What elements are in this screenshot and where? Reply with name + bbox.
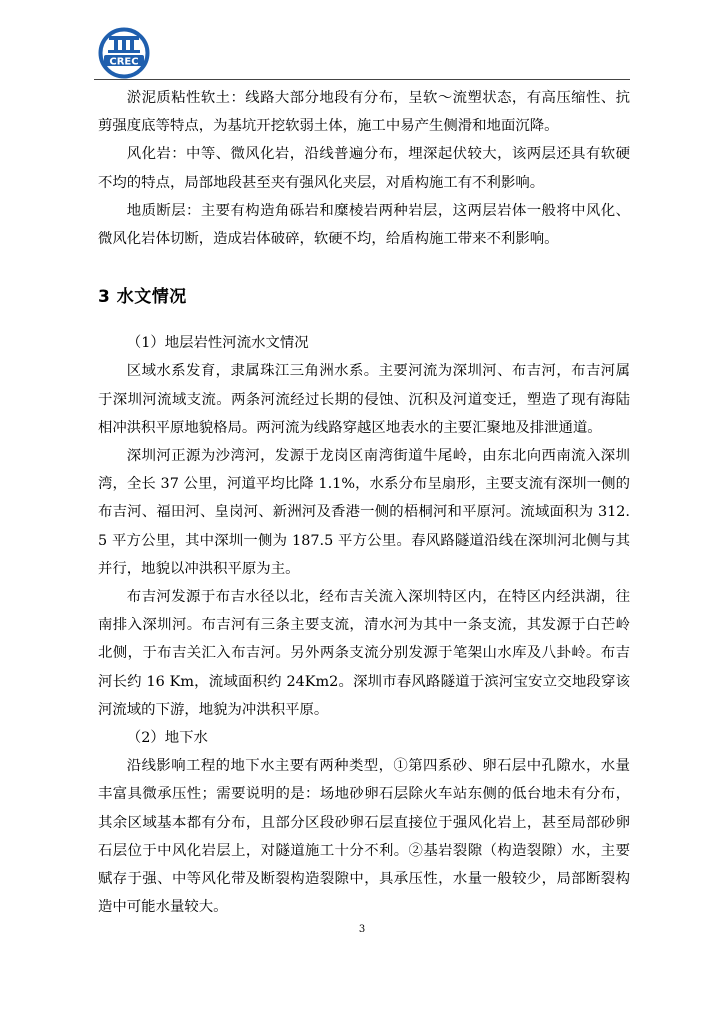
header-divider	[94, 79, 630, 80]
document-body	[98, 84, 630, 921]
paragraph-shenzhen-river: 深圳河正源为沙湾河，发源于龙岗区南湾街道牛尾岭，由东北向西南流入深圳湾，全长 37 公里，河道平均比降 1.1%，水系分布呈扇形，主要支流有深圳一侧的布吉河、福田河、皇岗河、新洲河及香港一侧的梧桐河和平原河。流域面积为 312.5 平方公里，其中深圳一侧为 187.5 平方公里。春风路隧道沿线在深圳河北侧与其并行，地貌以冲洪积平原为主。	[98, 448, 630, 577]
subsection-heading-groundwater: （2）地下水	[126, 730, 208, 747]
page-number: 3	[358, 924, 366, 935]
paragraph-geological-fault: 地质断层：主要有构造角砾岩和糜棱岩两种岩层，这两层岩体一般将中风化、微风化岩体切断，造成岩体破碎，软硬不均，给盾构施工带来不利影响。	[98, 202, 630, 248]
page-header	[0, 0, 724, 80]
paragraph-weathered-rock: 风化岩：中等、微风化岩，沿线普遍分布，埋深起伏较大，该两层还具有软硬不均的特点，局部地段甚至夹有强风化夹层，对盾构施工有不利影响。	[98, 146, 630, 191]
logo-text: CREC	[109, 56, 139, 68]
paragraph-buji-river: 布吉河发源于布吉水径以北，经布吉关流入深圳特区内，在特区内经洪湖，往南排入深圳河。布吉河有三条主要支流，清水河为其中一条支流，其发源于白芒岭北侧，于布吉关汇入布吉河。另外两条支流分别发源于笔架山水库及八卦岭。布吉河长约 16 Km，流域面积约 24Km2。深圳市春风路隧道于滨河宝安立交地段穿该河流域的下游，地貌为冲洪积平原。	[98, 589, 630, 718]
subsection-heading-rivers: （1）地层岩性河流水文情况	[126, 335, 309, 352]
crec-logo-icon	[98, 27, 150, 79]
paragraph-water-system: 区域水系发育，隶属珠江三角洲水系。主要河流为深圳河、布吉河，布吉河属于深圳河流域支流。两条河流经过长期的侵蚀、沉积及河道变迁，塑造了现有海陆相冲洪积平原地貌格局。两河流为线路穿越区地表水的主要汇聚地及排泄通道。	[98, 363, 630, 436]
paragraph-groundwater: 沿线影响工程的地下水主要有两种类型，①第四系砂、卵石层中孔隙水，水量丰富具微承压性；需要说明的是：场地砂卵石层除火车站东侧的低台地未有分布，其余区域基本都有分布，且部分区段砂卵石层直接位于强风化岩上，甚至局部砂卵石层位于中风化岩层上，对隧道施工十分不利。②基岩裂隙（构造裂隙）水，主要赋存于强、中等风化带及断裂构造裂隙中，具承压性，水量一般较少，局部断裂构造中可能水量较大。	[98, 758, 630, 916]
section-title: 3 水文情况	[98, 287, 187, 308]
paragraph-silt-soil: 淤泥质粘性软土：线路大部分地段有分布，呈软～流塑状态，有高压缩性、抗剪强度底等特点，为基坑开挖软弱土体，施工中易产生侧滑和地面沉降。	[98, 90, 630, 135]
